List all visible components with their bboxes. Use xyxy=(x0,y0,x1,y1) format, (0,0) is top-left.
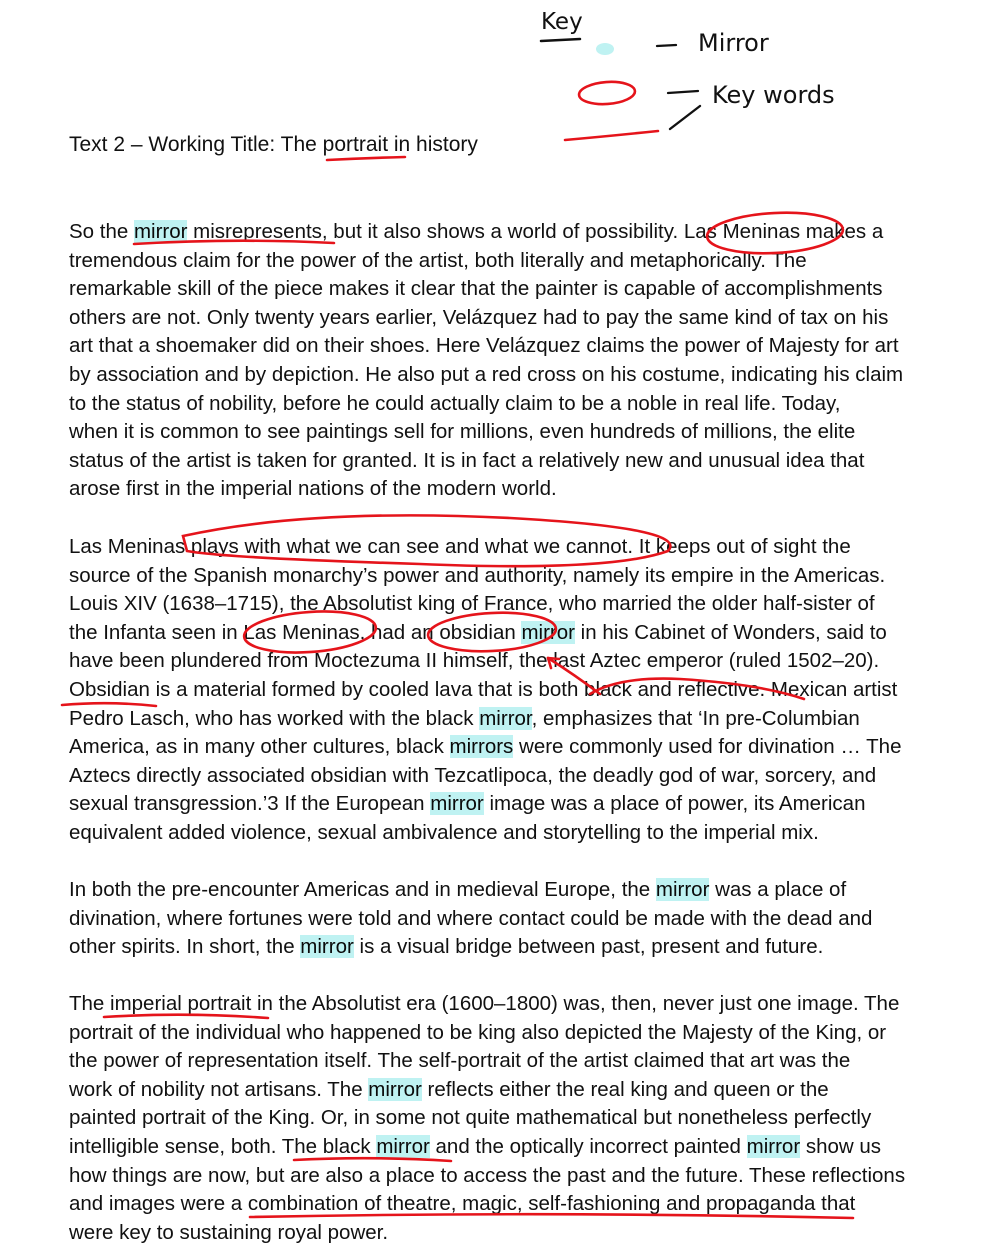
text-line: equivalent added violence, sexual ambivalence and storytelling to the imperial mix. xyxy=(69,820,819,844)
mirror-highlight: mirror xyxy=(376,1134,430,1158)
text-line: have been plundered from Moctezuma II himself, the last Aztec emperor (ruled 1502–20). xyxy=(69,649,880,673)
text-line: the power of representation itself. The self-portrait of the artist claimed that art was the xyxy=(69,1049,851,1073)
text-line: remarkable skill of the piece makes it clear that the painter is capable of accomplishments xyxy=(69,277,883,301)
mirror-highlight: mirror xyxy=(746,1134,801,1158)
text-line: the Infanta seen in Las Meninas, had an obsidian mirror in his Cabinet of Wonders, said to xyxy=(69,620,887,644)
key-dash-mirror xyxy=(657,45,676,46)
document-title: Text 2 – Working Title: The portrait in history xyxy=(69,133,478,156)
text-line: source of the Spanish monarchy’s power and authority, namely its empire in the Americas. xyxy=(69,563,886,587)
key-underline-mark xyxy=(541,39,580,41)
paragraph-1 xyxy=(69,218,949,504)
text-line: when it is common to see paintings sell for millions, even hundreds of millions, the elite xyxy=(69,420,856,444)
text-line: In both the pre-encounter Americas and in medieval Europe, the mirror was a place of xyxy=(69,878,847,901)
text-line: art that a shoemaker did on their shoes. Here Velázquez claims the power of Majesty for art xyxy=(69,334,899,358)
text-line: divination, where fortunes were told and where contact could be made with the dead and xyxy=(69,906,873,930)
text-line: The imperial portrait in the Absolutist era (1600–1800) was, then, never just one image. The xyxy=(69,992,900,1015)
mirror-highlight: mirror xyxy=(300,935,354,959)
key-highlight-swatch xyxy=(596,43,614,55)
mirror-highlight: mirror xyxy=(368,1077,422,1101)
paragraph-4 xyxy=(69,990,949,1247)
key-mirror-label: Mirror xyxy=(698,29,769,57)
text-line: Obsidian is a material formed by cooled lava that is both black and reflective. Mexican artist xyxy=(69,677,898,701)
mirror-highlight: mirrors xyxy=(449,735,514,759)
text-line: others are not. Only twenty years earlier, Velázquez had to pay the same kind of tax on his xyxy=(69,305,889,329)
text-line: status of the artist is taken for granted. It is in fact a relatively new and unusual idea that xyxy=(69,448,865,472)
paragraph-3 xyxy=(69,876,949,962)
text-line: tremendous claim for the power of the artist, both literally and metaphorically. The xyxy=(69,248,807,272)
text-line: arose first in the imperial nations of the modern world. xyxy=(69,477,557,501)
mirror-highlight: mirror xyxy=(655,878,710,901)
text-line: sexual transgression.’3 If the European mirror image was a place of power, its American xyxy=(69,792,866,816)
underline-portrait xyxy=(327,157,405,160)
key-underline-swatch xyxy=(565,131,658,140)
text-line: America, as in many other cultures, black mirrors were commonly used for divination … The xyxy=(69,735,902,759)
mirror-highlight: mirror xyxy=(521,620,575,644)
text-line: were key to sustaining royal power. xyxy=(69,1220,389,1244)
mirror-highlight: mirror xyxy=(430,792,484,816)
key-title: Key xyxy=(541,9,583,35)
text-line: Aztecs directly associated obsidian with Tezcatlipoca, the deadly god of war, sorcery, and xyxy=(69,763,877,787)
text-line: painted portrait of the King. Or, in some not quite mathematical but nonetheless perfectly xyxy=(69,1106,872,1130)
text-line: and images were a combination of theatre, magic, self-fashioning and propaganda that xyxy=(69,1192,856,1216)
key-circle-swatch xyxy=(578,80,635,106)
key-dash-keywords xyxy=(668,91,698,93)
text-line: Louis XIV (1638–1715), the Absolutist king of France, who married the older half-sister of xyxy=(69,592,875,616)
paragraph-2 xyxy=(69,533,949,848)
text-line: to the status of nobility, before he could actually claim to be a noble in real life. Today, xyxy=(69,391,841,415)
text-line: Las Meninas plays with what we can see and what we cannot. It keeps out of sight the xyxy=(69,535,851,558)
mirror-highlight: mirror xyxy=(133,220,188,243)
text-line: intelligible sense, both. The black mirror and the optically incorrect painted mirror show us xyxy=(69,1134,882,1158)
text-line: portrait of the individual who happened to be king also depicted the Majesty of the King, or xyxy=(69,1020,887,1044)
text-line: other spirits. In short, the mirror is a visual bridge between past, present and future. xyxy=(69,935,824,959)
key-connector-line xyxy=(670,106,700,129)
text-line: by association and by depiction. He also put a red cross on his costume, indicating his claim xyxy=(69,362,904,386)
text-line: So the mirror misrepresents, but it also shows a world of possibility. Las Meninas makes a xyxy=(69,220,884,243)
text-line: how things are now, but are also a place to access the past and the future. These reflections xyxy=(69,1163,906,1187)
text-line: Pedro Lasch, who has worked with the black mirror, emphasizes that ‘In pre-Columbian xyxy=(69,706,860,730)
mirror-highlight: mirror xyxy=(479,706,532,730)
key-keywords-label: Key words xyxy=(712,81,835,109)
text-line: work of nobility not artisans. The mirror reflects either the real king and queen or the xyxy=(69,1077,829,1101)
